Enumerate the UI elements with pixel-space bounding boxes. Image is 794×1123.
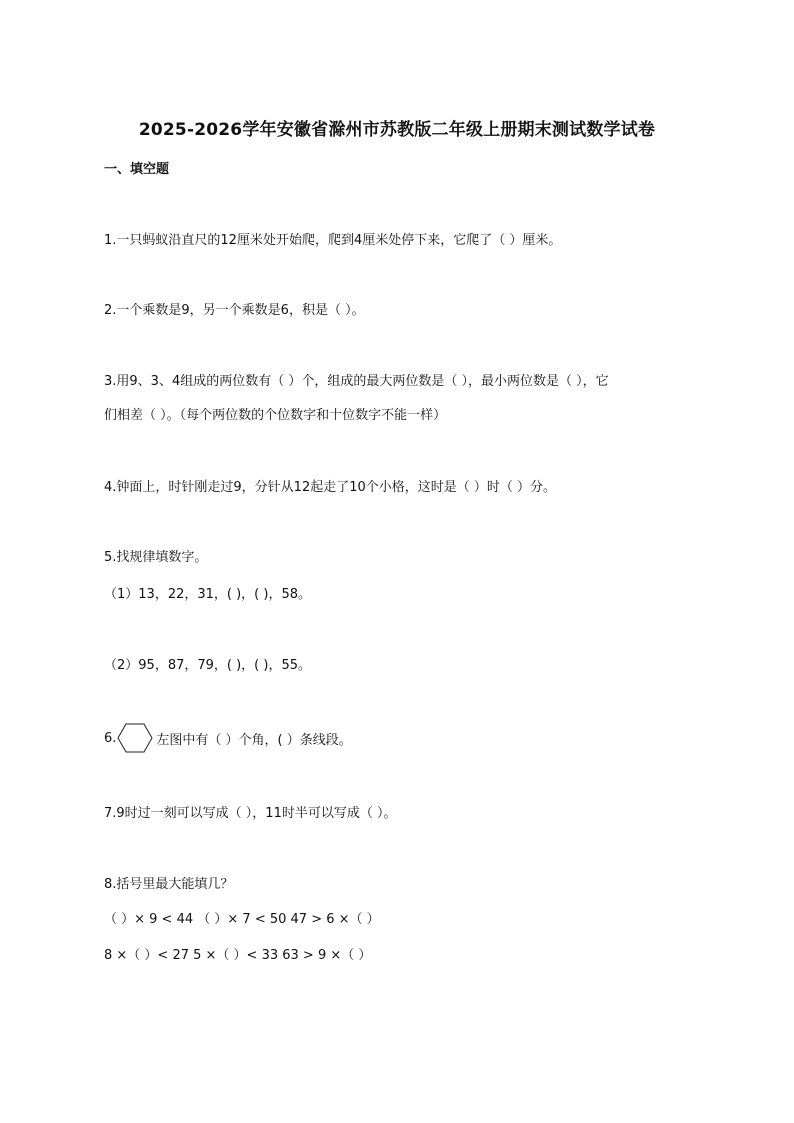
question-6-text: 左图中有（ ）个角，( ）条线段。 — [156, 732, 352, 748]
question-5-part-1: （1）13，22，31，( )，( )，58。 — [104, 587, 311, 602]
question-6 — [104, 718, 352, 758]
question-4: 4.钟面上，时针刚走过9，分针从12起走了10个小格，这时是（ ）时（ ）分。 — [104, 480, 557, 495]
question-2: 2.一个乘数是9，另一个乘数是6，积是（ ）。 — [104, 303, 365, 318]
question-5-title: 5.找规律填数字。 — [104, 550, 208, 565]
question-8-title: 8.括号里最大能填几？ — [104, 877, 234, 892]
hexagon-figure — [116, 722, 154, 754]
question-6-number: 6. — [104, 730, 117, 746]
question-1: 1.一只蚂蚁沿直尺的12厘米处开始爬，爬到4厘米处停下来，它爬了（ ）厘米。 — [104, 233, 562, 248]
question-3-line-2: 们相差（ ）。（每个两位数的个位数字和十位数字不能一样） — [104, 408, 447, 423]
question-7: 7.9时过一刻可以写成（ ），11时半可以写成（ ）。 — [104, 806, 397, 821]
section-heading: 一、填空题 — [104, 162, 170, 177]
question-3-line-1: 3.用9、3、4组成的两位数有（ ）个，组成的最大两位数是（ ），最小两位数是（ ），它 — [104, 374, 609, 389]
page-title: 2025-2026学年安徽省滁州市苏教版二年级上册期末测试数学试卷 — [138, 120, 656, 140]
question-8-row-2: 8 ×（ ）< 27 5 ×（ ）< 33 63 > 9 ×（ ） — [104, 948, 372, 963]
question-5-part-2: （2）95，87，79，( )，( )，55。 — [104, 658, 311, 673]
question-8-row-1: （ ）× 9 < 44 （ ）× 7 < 50 47 > 6 ×（ ） — [104, 912, 380, 927]
